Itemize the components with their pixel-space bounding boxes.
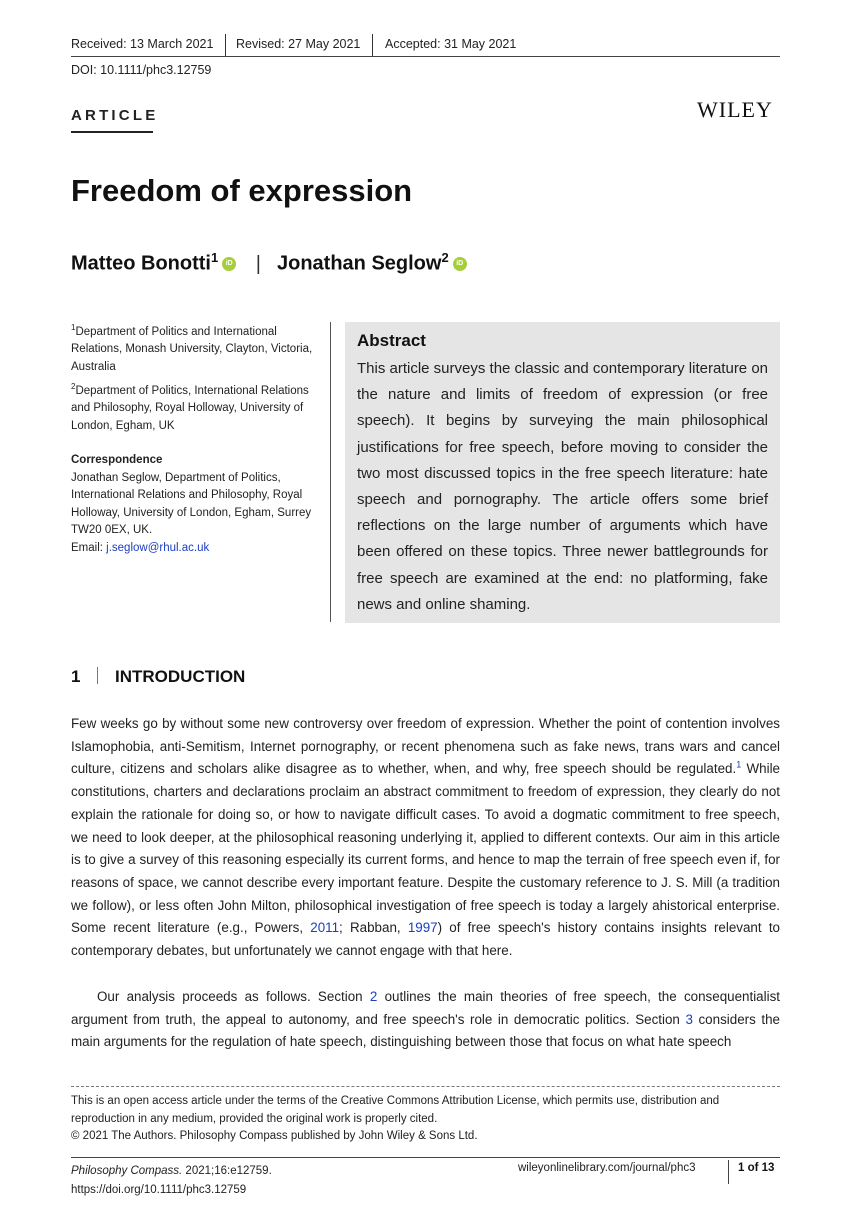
affiliation: $^2$Department of Politics, International Relations and Philosophy, Royal Holloway, University of London, Egham, UK <box>71 382 309 433</box>
author-name[interactable]: Matteo Bonotti <box>71 252 211 275</box>
section-separator <box>97 667 98 684</box>
date-separator <box>372 34 373 56</box>
citation-link[interactable]: 1997 <box>407 920 438 936</box>
email-link[interactable]: j.seglow@rhul.ac.uk <box>106 541 210 554</box>
section-heading <box>71 667 245 687</box>
paragraph: Our analysis proceeds as follows. Section 2 outlines the main theories of free speech, the consequentialist argument from truth, the appeal to autonomy, and free speech's role in democratic politics. Section 3 considers the main arguments for the regulation of hate speech, distinguishing between those that focus on what hate speech <box>71 989 780 1050</box>
author-affiliation-marker: 2 <box>441 250 449 265</box>
header-rule <box>71 56 780 57</box>
article-title: Freedom of expression <box>71 173 413 208</box>
page-number: 1 of 13 <box>738 1162 775 1174</box>
doi-link[interactable]: https://doi.org/10.1111/phc3.12759 <box>71 1183 247 1196</box>
abstract-heading: Abstract <box>357 331 426 350</box>
footer-separator <box>728 1160 729 1184</box>
footnote-link[interactable]: 1 <box>736 759 742 770</box>
section-title: INTRODUCTION <box>115 667 246 686</box>
license-text: This is an open access article under the terms of the Creative Commons Attribution License, which permits use, distribution and reproduction in any medium, provided the original work is properly cited. <box>71 1095 720 1126</box>
correspondence-heading: Correspondence <box>71 454 163 466</box>
received-date: Received: 13 March 2021 <box>71 37 214 51</box>
orcid-icon[interactable]: iD <box>222 257 236 271</box>
footer-rule <box>71 1157 780 1158</box>
journal-citation <box>71 1162 272 1199</box>
author-separator: | <box>255 252 261 275</box>
article-label-underline <box>71 131 153 133</box>
orcid-icon[interactable]: iD <box>453 257 467 271</box>
email-label: Email: <box>71 541 107 554</box>
doi: DOI: 10.1111/phc3.12759 <box>71 63 212 77</box>
date-separator <box>225 34 226 56</box>
section-link[interactable]: 3 <box>685 1011 693 1027</box>
journal-name: Philosophy Compass. <box>71 1165 183 1177</box>
correspondence-text: Jonathan Seglow, Department of Politics, International Relations and Philosophy, Royal Holloway, University of London, Egham, Surrey TW20 0EX, UK. <box>71 471 312 537</box>
article-type-label: ARTICLE <box>71 107 159 124</box>
section-link[interactable]: 2 <box>369 989 378 1004</box>
license-divider <box>71 1086 780 1087</box>
author-list <box>71 250 467 276</box>
section-number: 1 <box>71 667 81 686</box>
revised-date: Revised: 27 May 2021 <box>236 37 361 51</box>
publication-dates <box>71 37 780 57</box>
column-divider <box>330 322 331 622</box>
affiliation: $^1$Department of Politics and International Relations, Monash University, Clayton, Victoria, Australia <box>71 323 313 374</box>
journal-site-link[interactable]: wileyonlinelibrary.com/journal/phc3 <box>518 1162 696 1174</box>
author-affiliation-marker: 1 <box>210 250 219 265</box>
citation-link[interactable]: 2011 <box>310 920 340 936</box>
abstract-text: This article surveys the classic and contemporary literature on the nature and limits of freedom of expression (or free speech). It begins by surveying the main philosophical justifications for free speech, before moving to consider the two most discussed topics in the free speech literature: hate speech and pornography. The article offers some brief reflections on the large number of arguments which have been offered on these topics. Three newer battlegrounds for free speech are examined at the end: no platforming, fake news and online shaming. <box>357 360 769 613</box>
author-name[interactable]: Jonathan Seglow <box>276 252 442 275</box>
accepted-date: Accepted: 31 May 2021 <box>385 37 517 51</box>
citation-info: 2021;16:e12759. <box>182 1165 272 1177</box>
paragraph: Few weeks go by without some new controversy over freedom of expression. Whether the point of contention involves Islamophobia, anti-Semitism, Internet pornography, or recent phenomena such as fake news, trans wars and cancel culture, citizens and scholars alike disagree as to whether, when, and why, free speech should be regulated.$^1$ While constitutions, charters and declarations proclaim an abstract commitment to freedom of expression, they clearly do not explain the rationale for doing so, or how to navigate difficult cases. To avoid a dogmatic commitment to free speech, we need to look deeper, at the philosophical reasoning underlying it, applied to different contexts. Our aim in this article is to give a survey of this reasoning especially its current forms, and hence to map the terrain of free speech even if, for reasons of space, we cannot describe every important feature. Despite the customary reference to J. S. Mill (a tradition we follow), or less often John Milton, philosophical investigation of free speech is today a largely ahistorical enterprise. Some recent literature (e.g., Powers, 2011; Rabban, 1997) of free speech's history contains insights relevant to contemporary debates, but unfortunately we cannot engage with that here. <box>71 716 780 959</box>
correspondence <box>71 452 323 558</box>
copyright-text: © 2021 The Authors. Philosophy Compass published by John Wiley & Sons Ltd. <box>71 1130 478 1142</box>
publisher-logo: WILEY <box>697 97 773 122</box>
